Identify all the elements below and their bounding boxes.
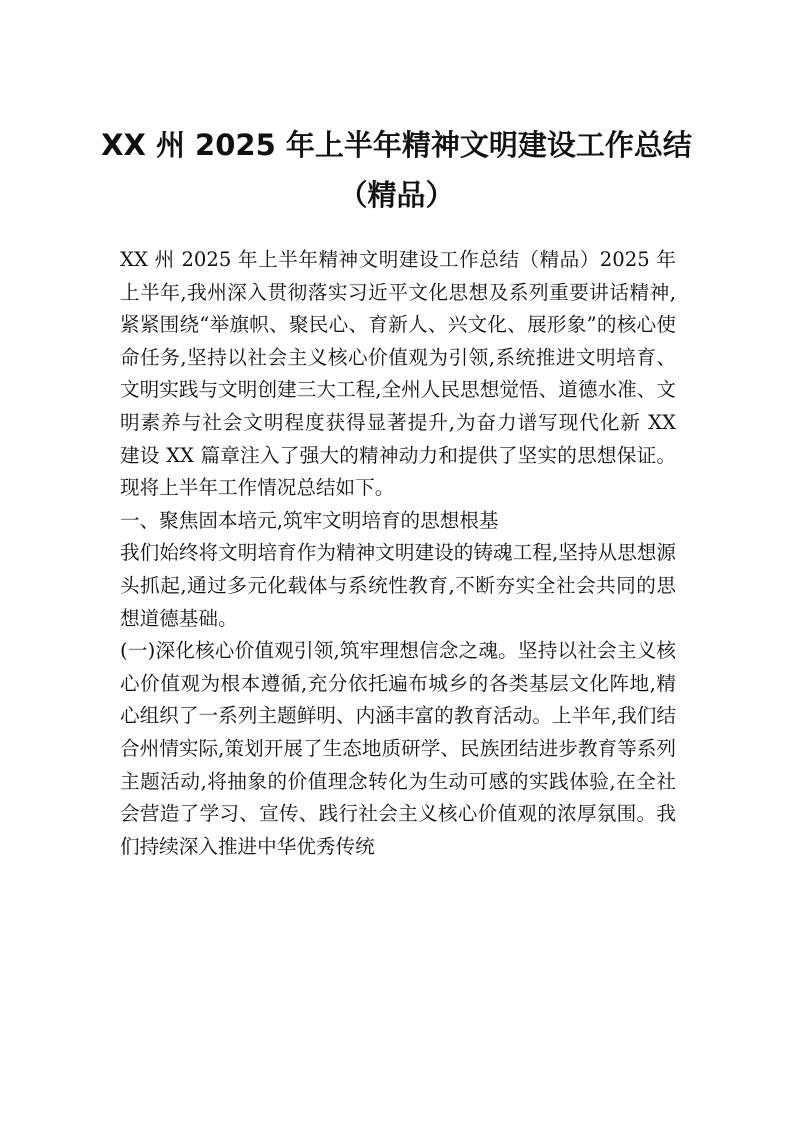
intro-paragraph: XX 州 2025 年上半年精神文明建设工作总结（精品）2025 年上半年,我州深入贯彻落实习近平文化思想及系列重要讲话精神,紧紧围绕“举旗帜、聚民心、育新人、兴文化、展形象”的核心使命任务,坚持以社会主义核心价值观为引领,系统推进文明培育、文明实践与文明创建三大工程,全州人民思想觉悟、道德水准、文明素养与社会文明程度获得显著提升,为奋力谱写现代化新 XX 建设 XX 篇章注入了强大的精神动力和提供了坚实的思想保证。现将上半年工作情况总结如下。 [120, 248, 676, 500]
document-body [120, 244, 676, 863]
title-line-2: （精品） [338, 178, 455, 212]
title-line-1: XX 州 2025 年上半年精神文明建设工作总结 [101, 128, 692, 162]
section-paragraph: 我们始终将文明培育作为精神文明建设的铸魂工程,坚持从思想源头抓起,通过多元化载体与系统性教育,不断夯实全社会共同的思想道德基础。 [120, 541, 676, 630]
document-title [100, 120, 693, 220]
subsection-paragraph: (一)深化核心价值观引领,筑牢理想信念之魂。坚持以社会主义核心价值观为根本遵循,充分依托遍布城乡的各类基层文化阵地,精心组织了一系列主题鲜明、内涵丰富的教育活动。上半年,我们结合州情实际,策划开展了生态地质研学、民族团结进步教育等系列主题活动,将抽象的价值理念转化为生动可感的实践体验,在全社会营造了学习、宣传、践行社会主义核心价值观的浓厚氛围。我们持续深入推进中华优秀传统 [120, 639, 676, 858]
section-heading-1: 一、聚焦固本培元,筑牢文明培育的思想根基 [120, 508, 499, 532]
